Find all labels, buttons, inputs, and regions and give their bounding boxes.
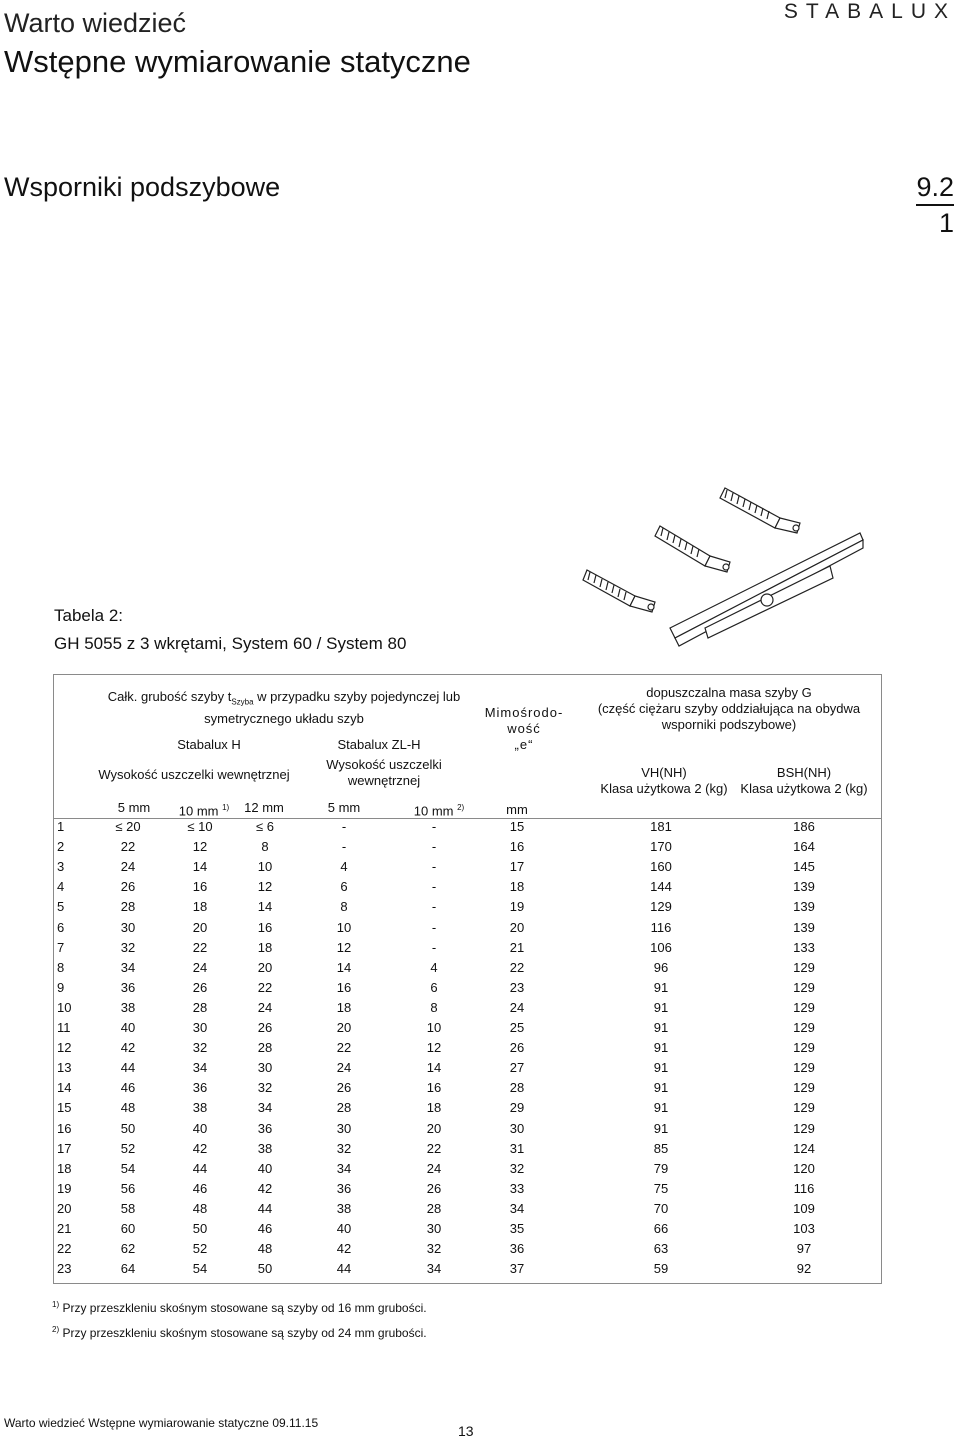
table-cell: 26 (257, 1020, 273, 1035)
header-vh: VH(NH) Klasa użytkowa 2 (kg) (600, 765, 728, 796)
table-cell: 13 (57, 1060, 72, 1076)
table-cell: 18 (57, 1160, 72, 1176)
header-eccentricity: Mimośrodo- wość „e“ (484, 705, 564, 752)
table-cell: 19 (57, 1180, 72, 1196)
table-cell: 22 (192, 939, 208, 955)
table-cell: 32 (257, 1080, 273, 1096)
page-footer (4, 1416, 318, 1430)
bracket-illustration (575, 478, 875, 648)
table-cell: 170 (650, 839, 672, 855)
unit-mm-ecc: mm (506, 802, 528, 817)
table-cell: 21 (509, 939, 525, 955)
table-cell: 46 (192, 1180, 208, 1196)
table-cell: 16 (509, 839, 525, 855)
table-cell: 44 (192, 1160, 208, 1176)
table-cell: 3 (57, 859, 65, 875)
table-row (54, 918, 881, 938)
table-cell: 26 (336, 1080, 352, 1096)
table-cell: 6 (430, 979, 438, 995)
table-row (54, 998, 881, 1018)
header-title: Wstępne wymiarowanie statyczne (4, 44, 471, 79)
table-cell: 12 (426, 1040, 442, 1056)
table-cell: 50 (192, 1221, 208, 1236)
table-cell: 5 (57, 899, 65, 915)
table-cell: 56 (120, 1180, 136, 1196)
table-cell: 34 (120, 959, 136, 975)
table-cell: 10 (57, 999, 72, 1015)
table-cell: 91 (653, 1040, 669, 1056)
table-cell: 145 (793, 859, 815, 875)
table-cell: 129 (793, 1040, 815, 1056)
table-cell: 26 (426, 1180, 442, 1196)
table-cell: 75 (653, 1180, 669, 1196)
header-subtitle: Warto wiedzieć (4, 8, 187, 38)
table-cell: 4 (57, 879, 65, 895)
table-cell: 32 (120, 939, 136, 955)
table-cell: 24 (192, 959, 208, 975)
table-cell: 106 (650, 939, 672, 955)
table-cell: 15 (57, 1100, 72, 1116)
table-cell: 22 (120, 839, 136, 855)
table-cell: 62 (120, 1241, 136, 1257)
footer-date: 09.11.15 (272, 1416, 319, 1430)
table-cell: ≤ 6 (256, 819, 274, 834)
table-cell: 129 (793, 1080, 815, 1096)
table-cell: - (431, 859, 437, 875)
table-cell: 40 (257, 1160, 273, 1176)
table-cell: 10 (257, 859, 273, 875)
table-cell: 40 (336, 1221, 352, 1236)
table-cell: 14 (426, 1060, 442, 1076)
table-cell: 20 (509, 919, 525, 935)
table-row (54, 897, 881, 917)
table-cell: 30 (257, 1060, 273, 1076)
table-cell: 8 (57, 959, 65, 975)
header-allowed-mass: dopuszczalna masa szyby G (część ciężaru szyby oddziałująca na obydwa wsporniki podszybowe) (597, 685, 861, 732)
table-row (54, 837, 881, 857)
table-cell: 129 (793, 979, 815, 995)
table-cell: 28 (509, 1080, 525, 1096)
table-cell: 18 (426, 1100, 442, 1116)
section-number-line2: 1 (938, 208, 954, 238)
table-cell: 22 (426, 1140, 442, 1156)
table-cell: 20 (192, 919, 208, 935)
table-cell: 28 (192, 999, 208, 1015)
table-cell: 116 (650, 919, 672, 935)
table-cell: 23 (509, 979, 525, 995)
header-bsh: BSH(NH) Klasa użytkowa 2 (kg) (740, 765, 868, 796)
table-cell: 46 (257, 1221, 273, 1236)
table-cell: 28 (426, 1200, 442, 1216)
table-caption-subtitle: GH 5055 z 3 wkrętami, System 60 / System 80 (54, 634, 407, 653)
table-row (54, 938, 881, 958)
table-cell: 139 (793, 879, 815, 895)
table-cell: 20 (336, 1020, 352, 1035)
section-number (916, 170, 954, 240)
table-cell: 14 (257, 899, 273, 915)
table-cell: 34 (192, 1060, 208, 1076)
table-cell: 91 (653, 1120, 669, 1136)
table-cell: 25 (509, 1020, 525, 1035)
table-cell: 26 (509, 1040, 525, 1056)
table-cell: 8 (261, 839, 269, 855)
table-cell: 129 (793, 1020, 815, 1035)
table-cell: 24 (509, 999, 525, 1015)
table-cell: 22 (257, 979, 273, 995)
footer-text: Warto wiedzieć Wstępne wymiarowanie statyczne (4, 1416, 269, 1430)
table-cell: 37 (509, 1261, 525, 1277)
table-row (54, 978, 881, 998)
unit-12mm-h: 12 mm (244, 800, 284, 815)
table-cell: 27 (509, 1060, 525, 1076)
table-cell: 20 (57, 1200, 72, 1216)
table-cell: 9 (57, 979, 65, 995)
table-cell: 129 (793, 1120, 815, 1136)
table-cell: 48 (120, 1100, 136, 1116)
screw-2 (655, 526, 730, 572)
bracket-hole (761, 594, 773, 606)
table-cell: 18 (192, 899, 208, 915)
table-cell: 133 (793, 939, 815, 955)
table-cell: 79 (653, 1160, 669, 1176)
table-cell: 85 (653, 1140, 669, 1156)
table-cell: 44 (257, 1200, 273, 1216)
screw-1 (720, 488, 800, 533)
table-cell: 30 (336, 1120, 352, 1136)
table-cell: 21 (57, 1221, 72, 1236)
table-cell: 8 (340, 899, 348, 915)
table-cell: 129 (793, 1100, 815, 1116)
table-cell: 66 (653, 1221, 669, 1236)
table-cell: 42 (120, 1040, 136, 1056)
table-cell: 63 (653, 1241, 669, 1257)
footnote-2: $^{2)}$ Przy przeszkleniu skośnym stosowane są szyby od 24 mm grubości. (52, 1325, 427, 1340)
table-cell: 38 (336, 1200, 352, 1216)
unit-5mm-zlh: 5 mm (327, 800, 361, 815)
table-cell: 26 (192, 979, 208, 995)
section-title: Wsporniki podszybowe (4, 172, 281, 202)
table-cell: 16 (57, 1120, 72, 1136)
table-cell: 40 (192, 1120, 208, 1136)
table-cell: 6 (340, 879, 348, 895)
table-cell: 139 (793, 899, 815, 915)
table-cell: 58 (120, 1200, 136, 1216)
table-cell: 160 (650, 859, 672, 875)
table-cell: 29 (509, 1100, 525, 1116)
table-cell: 124 (793, 1140, 815, 1156)
table-cell: - (341, 819, 347, 834)
table-cell: 20 (426, 1120, 442, 1136)
table-cell: 30 (426, 1221, 442, 1236)
table-cell: 54 (120, 1160, 136, 1176)
table-cell: 32 (426, 1241, 442, 1257)
table-cell: - (431, 939, 437, 955)
table-cell: 103 (793, 1221, 815, 1236)
table-cell: 18 (336, 999, 352, 1015)
table-cell: 32 (509, 1160, 525, 1176)
table-cell: 44 (336, 1261, 352, 1277)
table-row (54, 877, 881, 897)
table-cell: 17 (509, 859, 525, 875)
header-total-thickness: Całk. grubość szyby $t_{Szyba}$ w przypadku szyby pojedynczej lub symetrycznego układu szyb (107, 689, 461, 726)
table-cell: 97 (796, 1241, 812, 1257)
table-row (54, 1259, 881, 1279)
table-cell: 50 (120, 1120, 136, 1136)
table-cell: 109 (793, 1200, 815, 1216)
table-cell: 24 (426, 1160, 442, 1176)
table-cell: 19 (509, 899, 525, 915)
table-cell: 24 (257, 999, 273, 1015)
table-cell: 17 (57, 1140, 72, 1156)
header-gasket-zlh: Wysokość uszczelki wewnętrznej (326, 757, 442, 788)
table-cell: 48 (257, 1241, 273, 1257)
table-cell: 31 (509, 1140, 525, 1156)
table-cell: 36 (257, 1120, 273, 1136)
table-cell: 22 (336, 1040, 352, 1056)
table-cell: 46 (120, 1080, 136, 1096)
table-row (54, 958, 881, 978)
unit-10mm-zlh: 10 mm $^{2)}$ (413, 803, 465, 819)
section-number-line1: 9.2 (916, 170, 954, 206)
table-cell: ≤ 20 (115, 819, 141, 834)
table-cell: 42 (336, 1241, 352, 1257)
table-row (54, 817, 881, 837)
table-cell: 10 (336, 919, 352, 935)
table-cell: 70 (653, 1200, 669, 1216)
table-cell: - (431, 919, 437, 935)
table-cell: - (431, 879, 437, 895)
header-stabalux-h: Stabalux H (177, 737, 241, 752)
table-cell: 129 (793, 1060, 815, 1076)
table-cell: 12 (257, 879, 273, 895)
screw-3 (583, 570, 655, 612)
table-row (54, 857, 881, 877)
table-cell: - (341, 839, 347, 855)
table-cell: 16 (192, 879, 208, 895)
table-cell: 120 (793, 1160, 815, 1176)
table-cell: 12 (336, 939, 352, 955)
table-cell: 40 (120, 1020, 136, 1035)
table-cell: 30 (509, 1120, 525, 1136)
table-cell: 24 (120, 859, 136, 875)
table-cell: 129 (793, 959, 815, 975)
table-cell: 26 (120, 879, 136, 895)
table-cell: 34 (509, 1200, 525, 1216)
table-cell: 36 (336, 1180, 352, 1196)
table-cell: 7 (57, 939, 65, 955)
table-cell: 4 (340, 859, 348, 875)
table-row (54, 1058, 881, 1078)
table-cell: 96 (653, 959, 669, 975)
table-cell: 59 (653, 1261, 669, 1277)
unit-5mm-h: 5 mm (117, 800, 151, 815)
table-cell: 34 (257, 1100, 273, 1116)
table-caption-title: Tabela 2: (54, 606, 123, 625)
table-cell: 186 (793, 819, 815, 834)
table-row (54, 1179, 881, 1199)
table-row (54, 1018, 881, 1038)
table-cell: 28 (257, 1040, 273, 1056)
table-cell: 28 (120, 899, 136, 915)
table-cell: 129 (793, 999, 815, 1015)
table-cell: 14 (57, 1080, 72, 1096)
table-cell: 91 (653, 999, 669, 1015)
table-row (54, 1098, 881, 1118)
table-cell: ≤ 10 (187, 819, 213, 834)
table-row (54, 1159, 881, 1179)
footnote-1: $^{1)}$ Przy przeszkleniu skośnym stosowane są szyby od 16 mm grubości. (52, 1300, 427, 1315)
table-cell: 33 (509, 1180, 525, 1196)
table-cell: 91 (653, 1100, 669, 1116)
table-cell: 14 (336, 959, 352, 975)
table-cell: - (431, 899, 437, 915)
table-cell: 22 (57, 1241, 72, 1257)
table-cell: 36 (509, 1241, 525, 1257)
table-row (54, 1239, 881, 1259)
table-cell: 60 (120, 1221, 136, 1236)
brand-logo: STABALUX (783, 0, 956, 23)
table-cell: 15 (509, 819, 525, 834)
table-row (54, 1139, 881, 1159)
table-cell: 35 (509, 1221, 525, 1236)
table-cell: 12 (57, 1040, 72, 1056)
table-cell: 6 (57, 919, 65, 935)
table-cell: 42 (257, 1180, 273, 1196)
table-cell: 34 (426, 1261, 442, 1277)
unit-10mm-h: 10 mm $^{1)}$ (178, 803, 230, 819)
header-stabalux-zlh: Stabalux ZL-H (337, 737, 421, 752)
table-cell: 48 (192, 1200, 208, 1216)
table-cell: 10 (426, 1020, 442, 1035)
table-cell: 34 (336, 1160, 352, 1176)
table-cell: 18 (509, 879, 525, 895)
table-cell: 8 (430, 999, 438, 1015)
table-cell: 14 (192, 859, 208, 875)
table-cell: 11 (57, 1020, 71, 1035)
table-cell: 54 (192, 1261, 208, 1277)
table-cell: 139 (793, 919, 815, 935)
table-cell: 30 (192, 1020, 208, 1035)
table-cell: 91 (653, 979, 669, 995)
header-gasket-h: Wysokość uszczelki wewnętrznej (98, 767, 290, 782)
table-cell: 52 (120, 1140, 136, 1156)
table-cell: 91 (653, 1020, 669, 1035)
table-cell: 16 (426, 1080, 442, 1096)
table-cell: 64 (120, 1261, 136, 1277)
table-cell: 181 (650, 819, 672, 834)
table-cell: 91 (653, 1080, 669, 1096)
table-cell: 16 (257, 919, 273, 935)
table-cell: 50 (257, 1261, 273, 1277)
table-cell: 91 (653, 1060, 669, 1076)
table-row (54, 1119, 881, 1139)
table-cell: 38 (257, 1140, 273, 1156)
table-row (54, 1219, 881, 1239)
table-cell: 36 (120, 979, 136, 995)
table-cell: 32 (192, 1040, 208, 1056)
table-cell: 42 (192, 1140, 208, 1156)
table-cell: 4 (430, 959, 438, 975)
table-cell: 32 (336, 1140, 352, 1156)
data-table (53, 674, 882, 1284)
table-row (54, 1038, 881, 1058)
table-cell: - (431, 839, 437, 855)
table-cell: 116 (793, 1180, 815, 1196)
table-cell: 23 (57, 1261, 72, 1277)
table-cell: 38 (192, 1100, 208, 1116)
table-cell: 44 (120, 1060, 136, 1076)
table-cell: 1 (57, 819, 65, 834)
table-cell: 36 (192, 1080, 208, 1096)
table-cell: 28 (336, 1100, 352, 1116)
table-cell: 164 (793, 839, 815, 855)
table-row (54, 1199, 881, 1219)
table-cell: 52 (192, 1241, 208, 1257)
table-cell: 92 (796, 1261, 812, 1277)
page-number: 13 (458, 1423, 474, 1439)
table-cell: 2 (57, 839, 65, 855)
table-cell: 144 (650, 879, 672, 895)
table-cell: 22 (509, 959, 525, 975)
table-cell: 18 (257, 939, 273, 955)
table-cell: 24 (336, 1060, 352, 1076)
table-cell: 16 (336, 979, 352, 995)
table-cell: 38 (120, 999, 136, 1015)
table-cell: - (431, 819, 437, 834)
table-row (54, 1078, 881, 1098)
table-cell: 30 (120, 919, 136, 935)
table-cell: 20 (257, 959, 273, 975)
table-cell: 129 (650, 899, 672, 915)
table-cell: 12 (192, 839, 208, 855)
